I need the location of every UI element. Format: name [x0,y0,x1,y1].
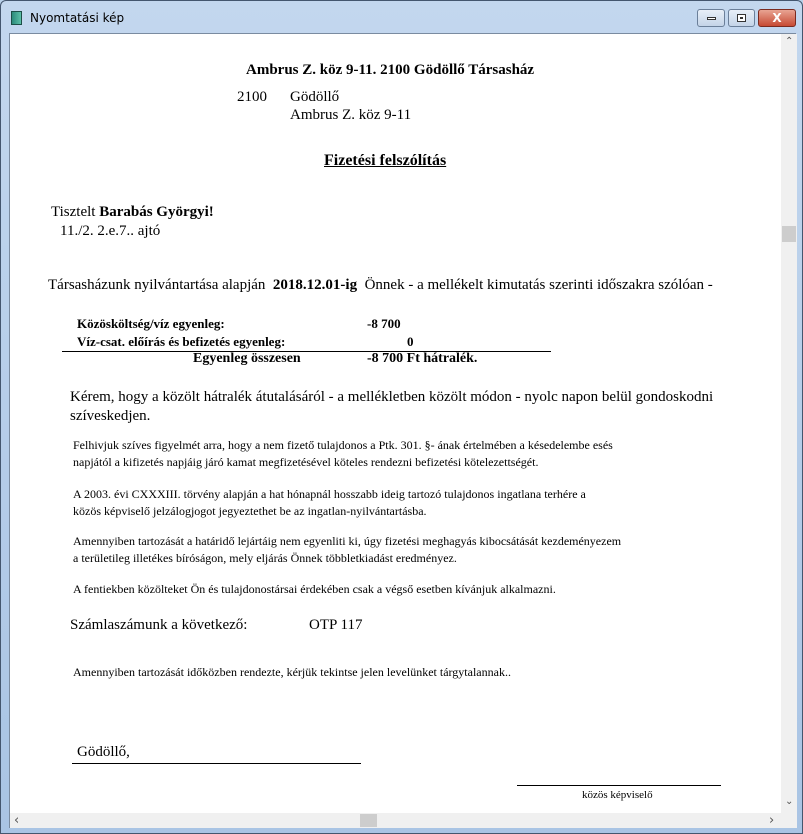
city: Gödöllő [290,89,340,105]
horizontal-scrollbar[interactable] [10,813,781,828]
balance-value-1: -8 700 [367,316,401,331]
horizontal-scroll-thumb[interactable] [360,814,377,827]
street: Ambrus Z. köz 9-11 [290,107,412,123]
scroll-right-icon[interactable]: › [769,813,775,828]
resize-grip[interactable] [769,813,797,828]
total-value: -8 700 Ft hátralék. [367,351,478,366]
minimize-icon [707,17,716,20]
divider [62,351,551,352]
vertical-scrollbar[interactable] [781,34,797,813]
date-line [72,763,361,764]
close-button[interactable]: X [758,9,796,27]
preview-area [9,33,796,828]
balance-label-2: Víz-csat. előírás és befizetés egyenleg: [77,334,286,349]
app-icon [11,11,22,25]
maximize-button[interactable] [728,9,755,27]
paragraph-1-line-2: napjától a kifizetés napjáig járó kamat megfizetésével köteles rendezni befizetési kötelezettségét. [73,455,539,469]
title-bar[interactable] [1,1,802,33]
paragraph-3-line-2: a területileg illetékes bíróságon, mely eljárás Önnek többletkiadást eredményez. [73,551,457,565]
paragraph-3-line-1: Amennyiben tartozását a határidő lejártáig nem egyenliti ki, úgy fizetési meghagyás kibocsátását kezdeményezem [73,534,622,548]
total-label: Egyenleg összesen [193,351,301,366]
zip: 2100 [237,89,267,105]
unit: 11./2. 2.e.7.. ajtó [60,223,161,239]
window-title: Nyomtatási kép [30,11,125,25]
signature-line [517,785,721,786]
vertical-scroll-thumb[interactable] [782,226,796,242]
paragraph-4: A fentiekben közölteket Ön és tulajdonostársai érdekében csak a végső esetben kívánjuk alkalmazni. [73,582,556,596]
paragraph-1-line-1: Felhivjuk szíves figyelmét arra, hogy a nem fizető tulajdonos a Ptk. 301. §- ának értelmében a késedelembe esés [73,438,613,452]
request-line-2: szíveskedjen. [70,408,151,424]
maximize-icon [737,14,746,22]
account-label: Számlaszámunk a következő: [70,617,248,633]
signature-label: közös képviselő [582,789,653,801]
account-value: OTP 117 [309,617,363,633]
scroll-down-icon[interactable]: ⌄ [785,796,794,807]
recipient-name: Barabás Györgyi! [99,204,214,220]
closing: Amennyiben tartozását időközben rendezte, kérjük tekintse jelen levelünket tárgytalannak.. [73,665,511,679]
paragraph-2-line-1: A 2003. évi CXXXIII. törvény alapján a hat hónapnál hosszabb ideig tartozó tulajdonos ingatlana terhére a [73,487,586,501]
intro-pre: Társasházunk nyilvántartása alapján [48,277,266,293]
subject: Fizetési felszólítás [324,152,447,169]
intro-date: 2018.12.01-ig [272,277,358,293]
scroll-left-icon[interactable]: ‹ [14,813,20,828]
greeting: Tisztelt [51,204,96,220]
header: Ambrus Z. köz 9-11. 2100 Gödöllő Társasház [246,62,535,78]
document-page [10,34,781,813]
paragraph-2-line-2: közös képviselő jelzálogjogot jegyeztethet be az ingatlan-nyilvántartásba. [73,504,427,518]
intro-post: Önnek - a mellékelt kimutatás szerinti időszakra szólóan - [364,277,713,293]
request-line-1: Kérem, hogy a közölt hátralék átutalásáról - a mellékletben közölt módon - nyolc napon belül gondoskodni [70,389,714,405]
balance-value-2: 0 [407,334,414,349]
minimize-button[interactable] [697,9,725,27]
balance-label-1: Közösköltség/víz egyenleg: [77,316,225,331]
place: Gödöllő, [77,744,130,760]
scroll-up-icon[interactable]: ⌃ [785,36,794,47]
